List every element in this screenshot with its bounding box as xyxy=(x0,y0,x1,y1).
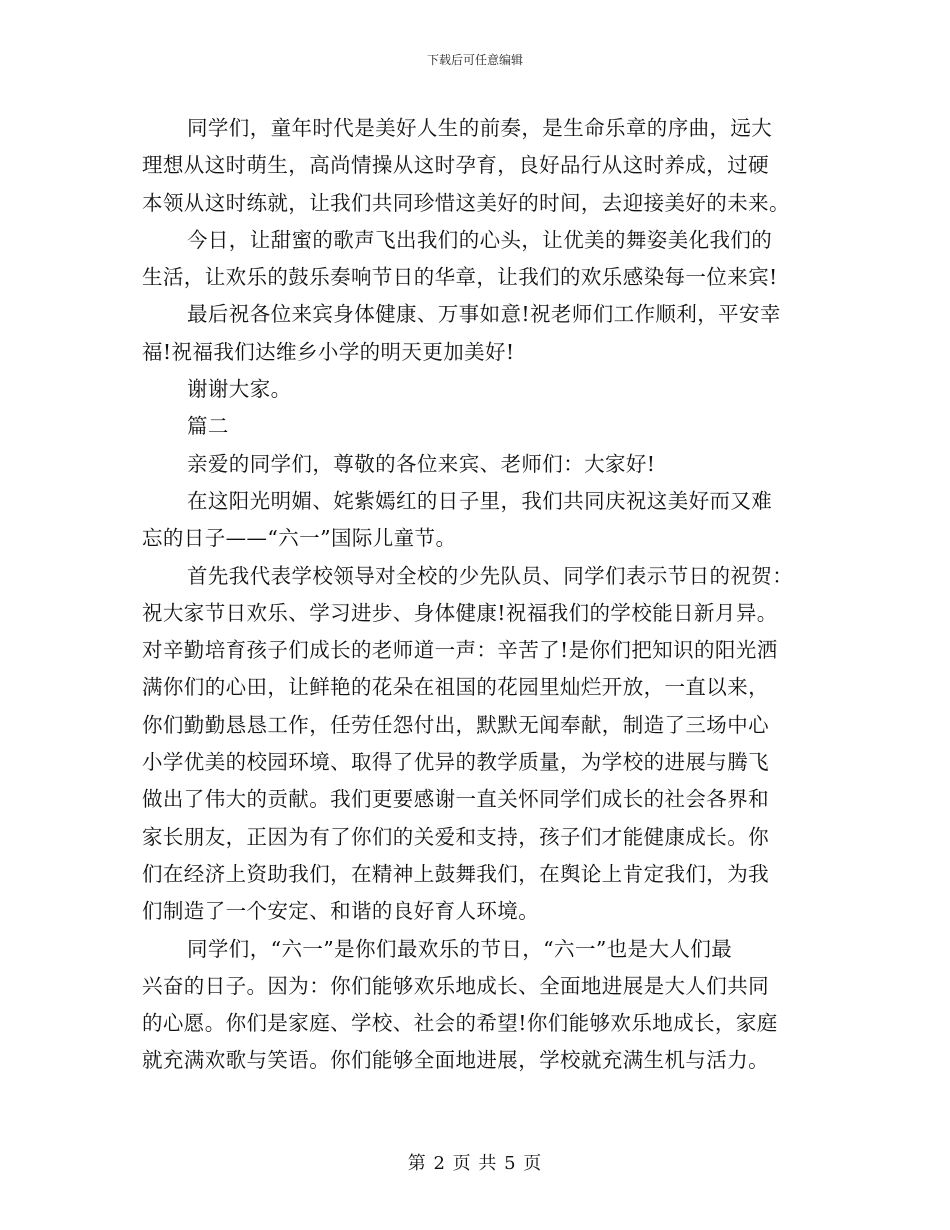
page-header: 下载后可任意编辑 xyxy=(426,53,523,67)
text-line: 的心愿。你们是家庭、学校、社会的希望!你们能够欢乐地成长，家庭 xyxy=(142,1011,778,1036)
text-line: 在这阳光明媚、姹紫嫣红的日子里，我们共同庆祝这美好而又难 xyxy=(187,488,773,513)
text-line: 家长朋友，正因为有了你们的关爱和支持，孩子们才能健康成长。你 xyxy=(142,824,769,849)
text-line: 今日，让甜蜜的歌声飞出我们的心头，让优美的舞姿美化我们的 xyxy=(187,227,773,252)
text-line: 满你们的心田，让鲜艳的花朵在祖国的花园里灿烂开放，一直以来， xyxy=(142,675,769,700)
text-line: 同学们，“六一”是你们最欢乐的节日，“六一”也是大人们最 xyxy=(187,936,733,961)
text-line: 兴奋的日子。因为：你们能够欢乐地成长、全面地进展是大人们共同 xyxy=(142,973,769,998)
section-heading: 篇二 xyxy=(187,414,229,439)
text-line: 生活，让欢乐的鼓乐奏响节日的华章，让我们的欢乐感染每一位来宾! xyxy=(142,265,778,290)
text-line: 亲爱的同学们，尊敬的各位来宾、老师们：大家好! xyxy=(187,451,656,476)
text-line: 就充满欢歌与笑语。你们能够全面地进展，学校就充满生机与活力。 xyxy=(142,1048,769,1073)
document-body xyxy=(142,110,810,1080)
text-line: 谢谢大家。 xyxy=(187,377,292,402)
text-line: 对辛勤培育孩子们成长的老师道一声：辛苦了!是你们把知识的阳光洒 xyxy=(142,638,778,663)
page-footer: 第 2 页 共 5 页 xyxy=(407,1153,543,1174)
text-line: 最后祝各位来宾身体健康、万事如意!祝老师们工作顺利，平安幸 xyxy=(187,302,781,327)
text-line: 做出了伟大的贡献。我们更要感谢一直关怀同学们成长的社会各界和 xyxy=(142,787,769,812)
text-line: 本领从这时练就，让我们共同珍惜这美好的时间，去迎接美好的未来。 xyxy=(142,190,790,215)
text-line: 忘的日子——“六一”国际儿童节。 xyxy=(142,526,457,551)
text-line: 小学优美的校园环境、取得了优异的教学质量，为学校的进展与腾飞 xyxy=(142,750,769,775)
text-line: 祝大家节日欢乐、学习进步、身体健康!祝福我们的学校能日新月异。 xyxy=(142,600,778,625)
text-line: 们在经济上资助我们，在精神上鼓舞我们，在舆论上肯定我们，为我 xyxy=(142,861,769,886)
text-line: 福!祝福我们达维乡小学的明天更加美好! xyxy=(142,339,515,364)
text-line: 理想从这时萌生，高尚情操从这时孕育，良好品行从这时养成，过硬 xyxy=(142,153,769,178)
text-line: 首先我代表学校领导对全校的少先队员、同学们表示节日的祝贺： xyxy=(187,563,794,588)
text-line: 们制造了一个安定、和谐的良好育人环境。 xyxy=(142,899,540,924)
text-line: 同学们，童年时代是美好人生的前奏，是生命乐章的序曲，远大 xyxy=(187,116,773,140)
text-line: 你们勤勤恳恳工作，任劳任怨付出，默默无闻奉献，制造了三场中心 xyxy=(142,712,769,737)
